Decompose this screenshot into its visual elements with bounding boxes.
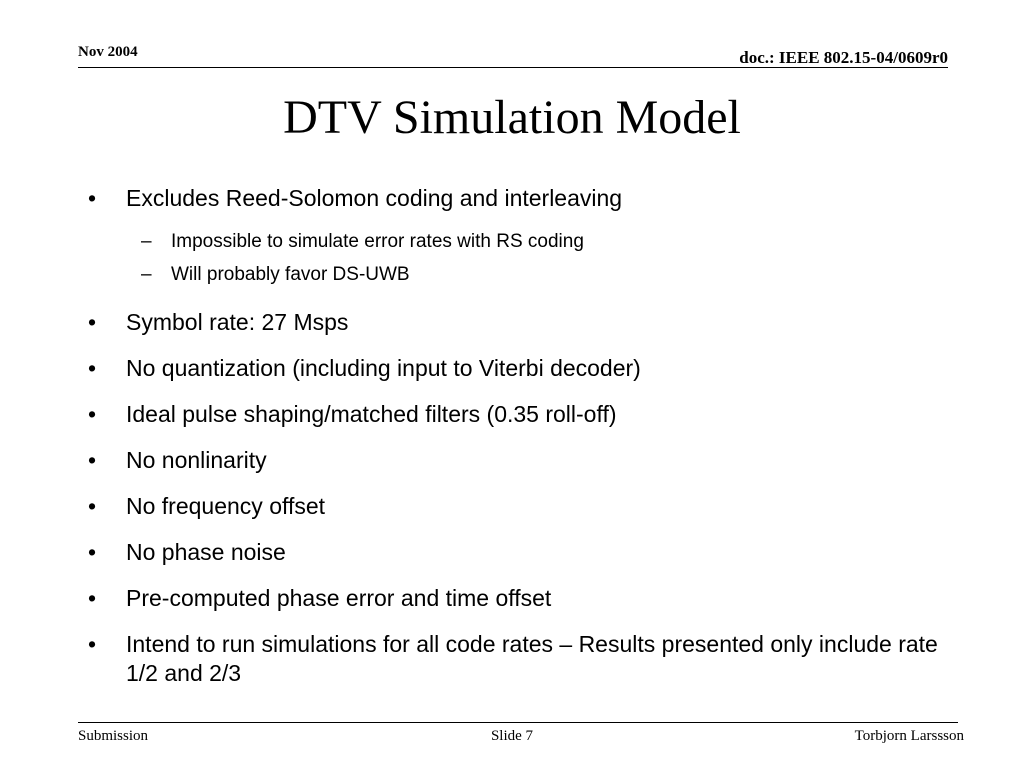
bullet-text: Intend to run simulations for all code rates – Results presented only include rate 1/2 and 2/3 xyxy=(126,631,938,686)
bullet-item xyxy=(88,584,968,613)
bullet-text: Symbol rate: 27 Msps xyxy=(126,309,349,335)
sub-bullet-marker: – xyxy=(141,264,152,285)
bullet-marker: • xyxy=(88,355,97,381)
bullet-list xyxy=(88,184,968,705)
bullet-item xyxy=(88,184,968,213)
bullet-text: Ideal pulse shaping/matched filters (0.35 roll-off) xyxy=(126,401,617,427)
bullet-item xyxy=(88,446,968,475)
bullet-marker: • xyxy=(88,585,97,611)
footer-slide-number: Slide 7 xyxy=(490,728,534,744)
bullet-marker: • xyxy=(88,539,97,565)
footer-divider xyxy=(78,722,958,723)
sub-bullet-text: Will probably favor DS-UWB xyxy=(171,264,410,285)
bullet-item xyxy=(88,538,968,567)
header-document-id: doc.: IEEE 802.15-04/0609r0 xyxy=(739,48,948,67)
bullet-item xyxy=(88,492,968,521)
bullet-text: Pre-computed phase error and time offset xyxy=(126,585,552,611)
sub-bullet-item xyxy=(88,230,968,254)
slide-title: DTV Simulation Model xyxy=(283,91,741,144)
sub-bullet-item xyxy=(88,263,968,287)
bullet-text: No phase noise xyxy=(126,539,286,565)
header-divider xyxy=(78,67,948,68)
bullet-item xyxy=(88,400,968,429)
bullet-text: No quantization (including input to Viterbi decoder) xyxy=(126,355,641,381)
bullet-item xyxy=(88,354,968,383)
footer-submission: Submission xyxy=(78,728,149,744)
bullet-marker: • xyxy=(88,309,97,335)
bullet-marker: • xyxy=(88,447,97,473)
bullet-marker: • xyxy=(88,185,97,211)
sub-bullet-text: Impossible to simulate error rates with RS coding xyxy=(171,231,584,252)
bullet-marker: • xyxy=(88,631,97,657)
header-date: Nov 2004 xyxy=(78,44,138,60)
bullet-item xyxy=(88,308,968,337)
sub-bullet-marker: – xyxy=(141,231,152,252)
bullet-text: Excludes Reed-Solomon coding and interleaving xyxy=(126,185,623,211)
bullet-item xyxy=(88,630,968,688)
bullet-text: No nonlinarity xyxy=(126,447,267,473)
footer-author: Torbjorn Larssson xyxy=(854,728,964,744)
bullet-text: No frequency offset xyxy=(126,493,326,519)
bullet-marker: • xyxy=(88,493,97,519)
bullet-marker: • xyxy=(88,401,97,427)
